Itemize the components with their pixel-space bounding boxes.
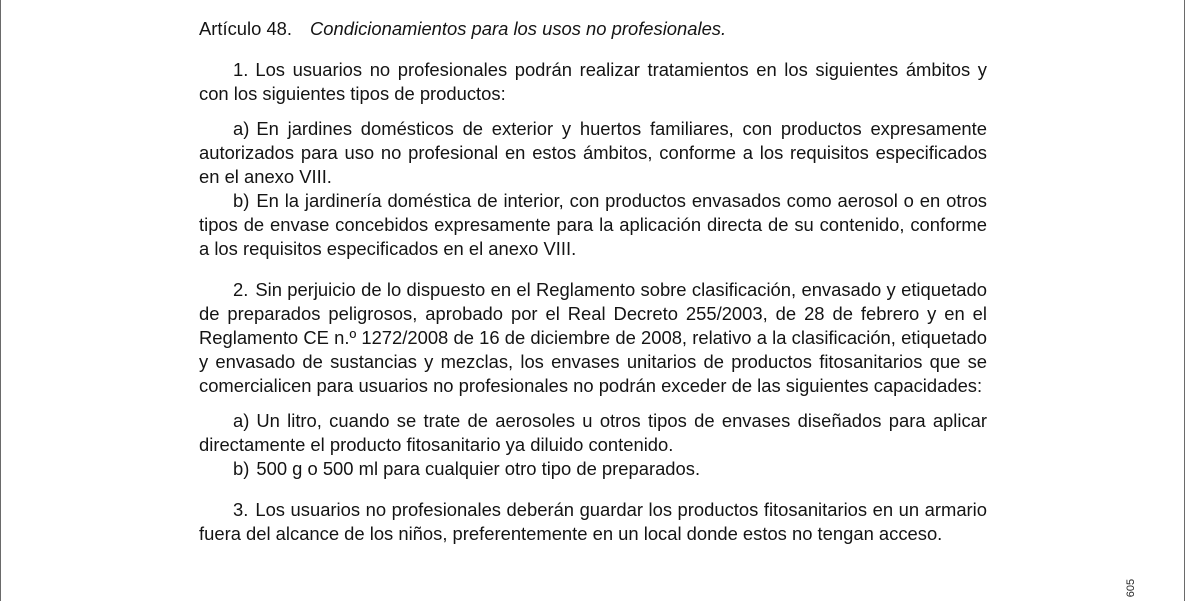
paragraph-1b-text: En la jardinería doméstica de interior, con productos envasados como aerosol o en otros tipos de envase concebidos expresamente para la aplicación directa de su contenido, conforme a los requisitos especificados en el anexo VIII. (199, 190, 987, 259)
paragraph-3-text: Los usuarios no profesionales deberán guardar los productos fitosanitarios en un armario fuera del alcance de los niños, preferentemente en un local donde estos no tengan acceso. (199, 499, 987, 544)
paragraph-2a (199, 409, 987, 457)
paragraph-2b (199, 457, 987, 481)
paragraph-1 (199, 58, 987, 106)
paragraph-2b-letter: b) (233, 458, 250, 479)
paragraph-2-number: 2. (233, 279, 249, 300)
paragraph-2b-text: 500 g o 500 ml para cualquier otro tipo de preparados. (256, 458, 701, 479)
paragraph-1a (199, 117, 987, 189)
article-title: Condicionamientos para los usos no profesionales. (310, 18, 727, 39)
page-number: 605 (1125, 578, 1137, 598)
paragraph-1-number: 1. (233, 59, 249, 80)
paragraph-2a-text: Un litro, cuando se trate de aerosoles u otros tipos de envases diseñados para aplicar directamente el producto fitosanitario ya diluido contenido. (199, 410, 987, 455)
paragraph-2-text: Sin perjuicio de lo dispuesto en el Reglamento sobre clasificación, envasado y etiquetado de preparados peligrosos, aprobado por el Real Decreto 255/2003, de 28 de febrero y en el Reglamento CE n.º 1272/2008 de 16 de diciembre de 2008, relativo a la clasificación, etiquetado y envasado de sustancias y mezclas, los envases unitarios de productos fitosanitarios que se comercialicen para usuarios no profesionales no podrán exceder de las siguientes capacidades: (199, 279, 987, 396)
paragraph-1a-letter: a) (233, 118, 250, 139)
paragraph-3-number: 3. (233, 499, 249, 520)
paragraph-1-text: Los usuarios no profesionales podrán realizar tratamientos en los siguientes ámbitos y con los siguientes tipos de productos: (199, 59, 987, 104)
paragraph-1b (199, 189, 987, 261)
paragraph-1b-letter: b) (233, 190, 250, 211)
article-number: Artículo 48. (199, 18, 293, 39)
article-body (199, 17, 987, 546)
paragraph-1a-text: En jardines domésticos de exterior y huertos familiares, con productos expresamente autorizados para uso no profesional en estos ámbitos, conforme a los requisitos especificados en el anexo VIII. (199, 118, 987, 187)
article-heading (199, 17, 987, 41)
paragraph-2a-letter: a) (233, 410, 250, 431)
paragraph-2 (199, 278, 987, 398)
paragraph-3 (199, 498, 987, 546)
